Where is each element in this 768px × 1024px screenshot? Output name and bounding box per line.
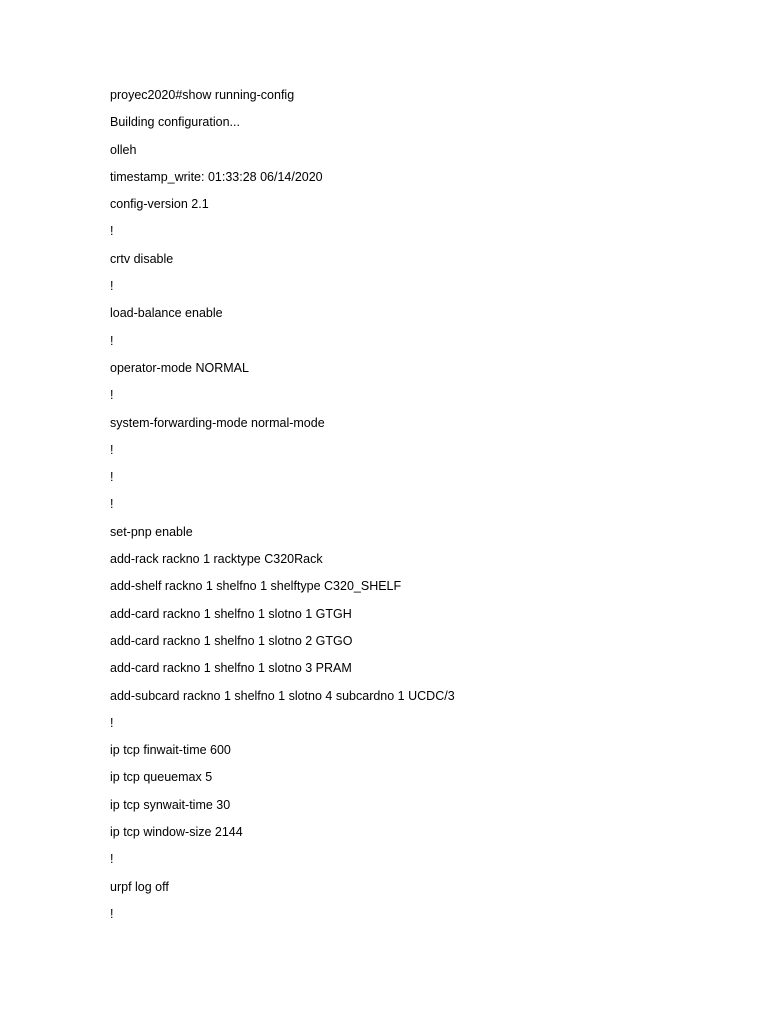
config-line: ! [110, 906, 114, 921]
config-line: ! [110, 388, 114, 403]
config-line: ip tcp window-size 2144 [110, 825, 243, 840]
config-line: system-forwarding-mode normal-mode [110, 415, 325, 430]
config-line: ! [110, 715, 114, 730]
config-line: ! [110, 279, 114, 294]
config-line: add-shelf rackno 1 shelfno 1 shelftype C320_SHELF [110, 579, 402, 594]
config-line: urpf log off [110, 879, 169, 894]
config-line: ! [110, 470, 114, 485]
config-line: timestamp_write: 01:33:28 06/14/2020 [110, 169, 323, 184]
config-line: proyec2020#show running-config [110, 88, 295, 102]
config-line: crtv disable [110, 251, 174, 266]
config-line: ! [110, 333, 114, 348]
config-line: set-pnp enable [110, 524, 193, 539]
config-line: ip tcp queuemax 5 [110, 770, 213, 785]
config-line: config-version 2.1 [110, 197, 209, 212]
config-line: ! [110, 442, 114, 457]
config-line: ! [110, 497, 114, 512]
config-text-block [110, 86, 455, 932]
config-line: add-card rackno 1 shelfno 1 slotno 2 GTGO [110, 633, 353, 648]
config-line: operator-mode NORMAL [110, 360, 249, 375]
config-line: ! [110, 224, 114, 239]
config-line: load-balance enable [110, 306, 223, 321]
config-line: ip tcp finwait-time 600 [110, 743, 231, 758]
config-line: ip tcp synwait-time 30 [110, 797, 231, 812]
config-line: add-card rackno 1 shelfno 1 slotno 1 GTGH [110, 606, 352, 621]
config-line: Building configuration... [110, 115, 240, 130]
config-line: ! [110, 852, 114, 867]
config-line: add-card rackno 1 shelfno 1 slotno 3 PRAM [110, 661, 352, 676]
config-line: add-rack rackno 1 racktype C320Rack [110, 552, 323, 567]
config-line: olleh [110, 142, 137, 157]
config-line: add-subcard rackno 1 shelfno 1 slotno 4 subcardno 1 UCDC/3 [110, 688, 455, 703]
